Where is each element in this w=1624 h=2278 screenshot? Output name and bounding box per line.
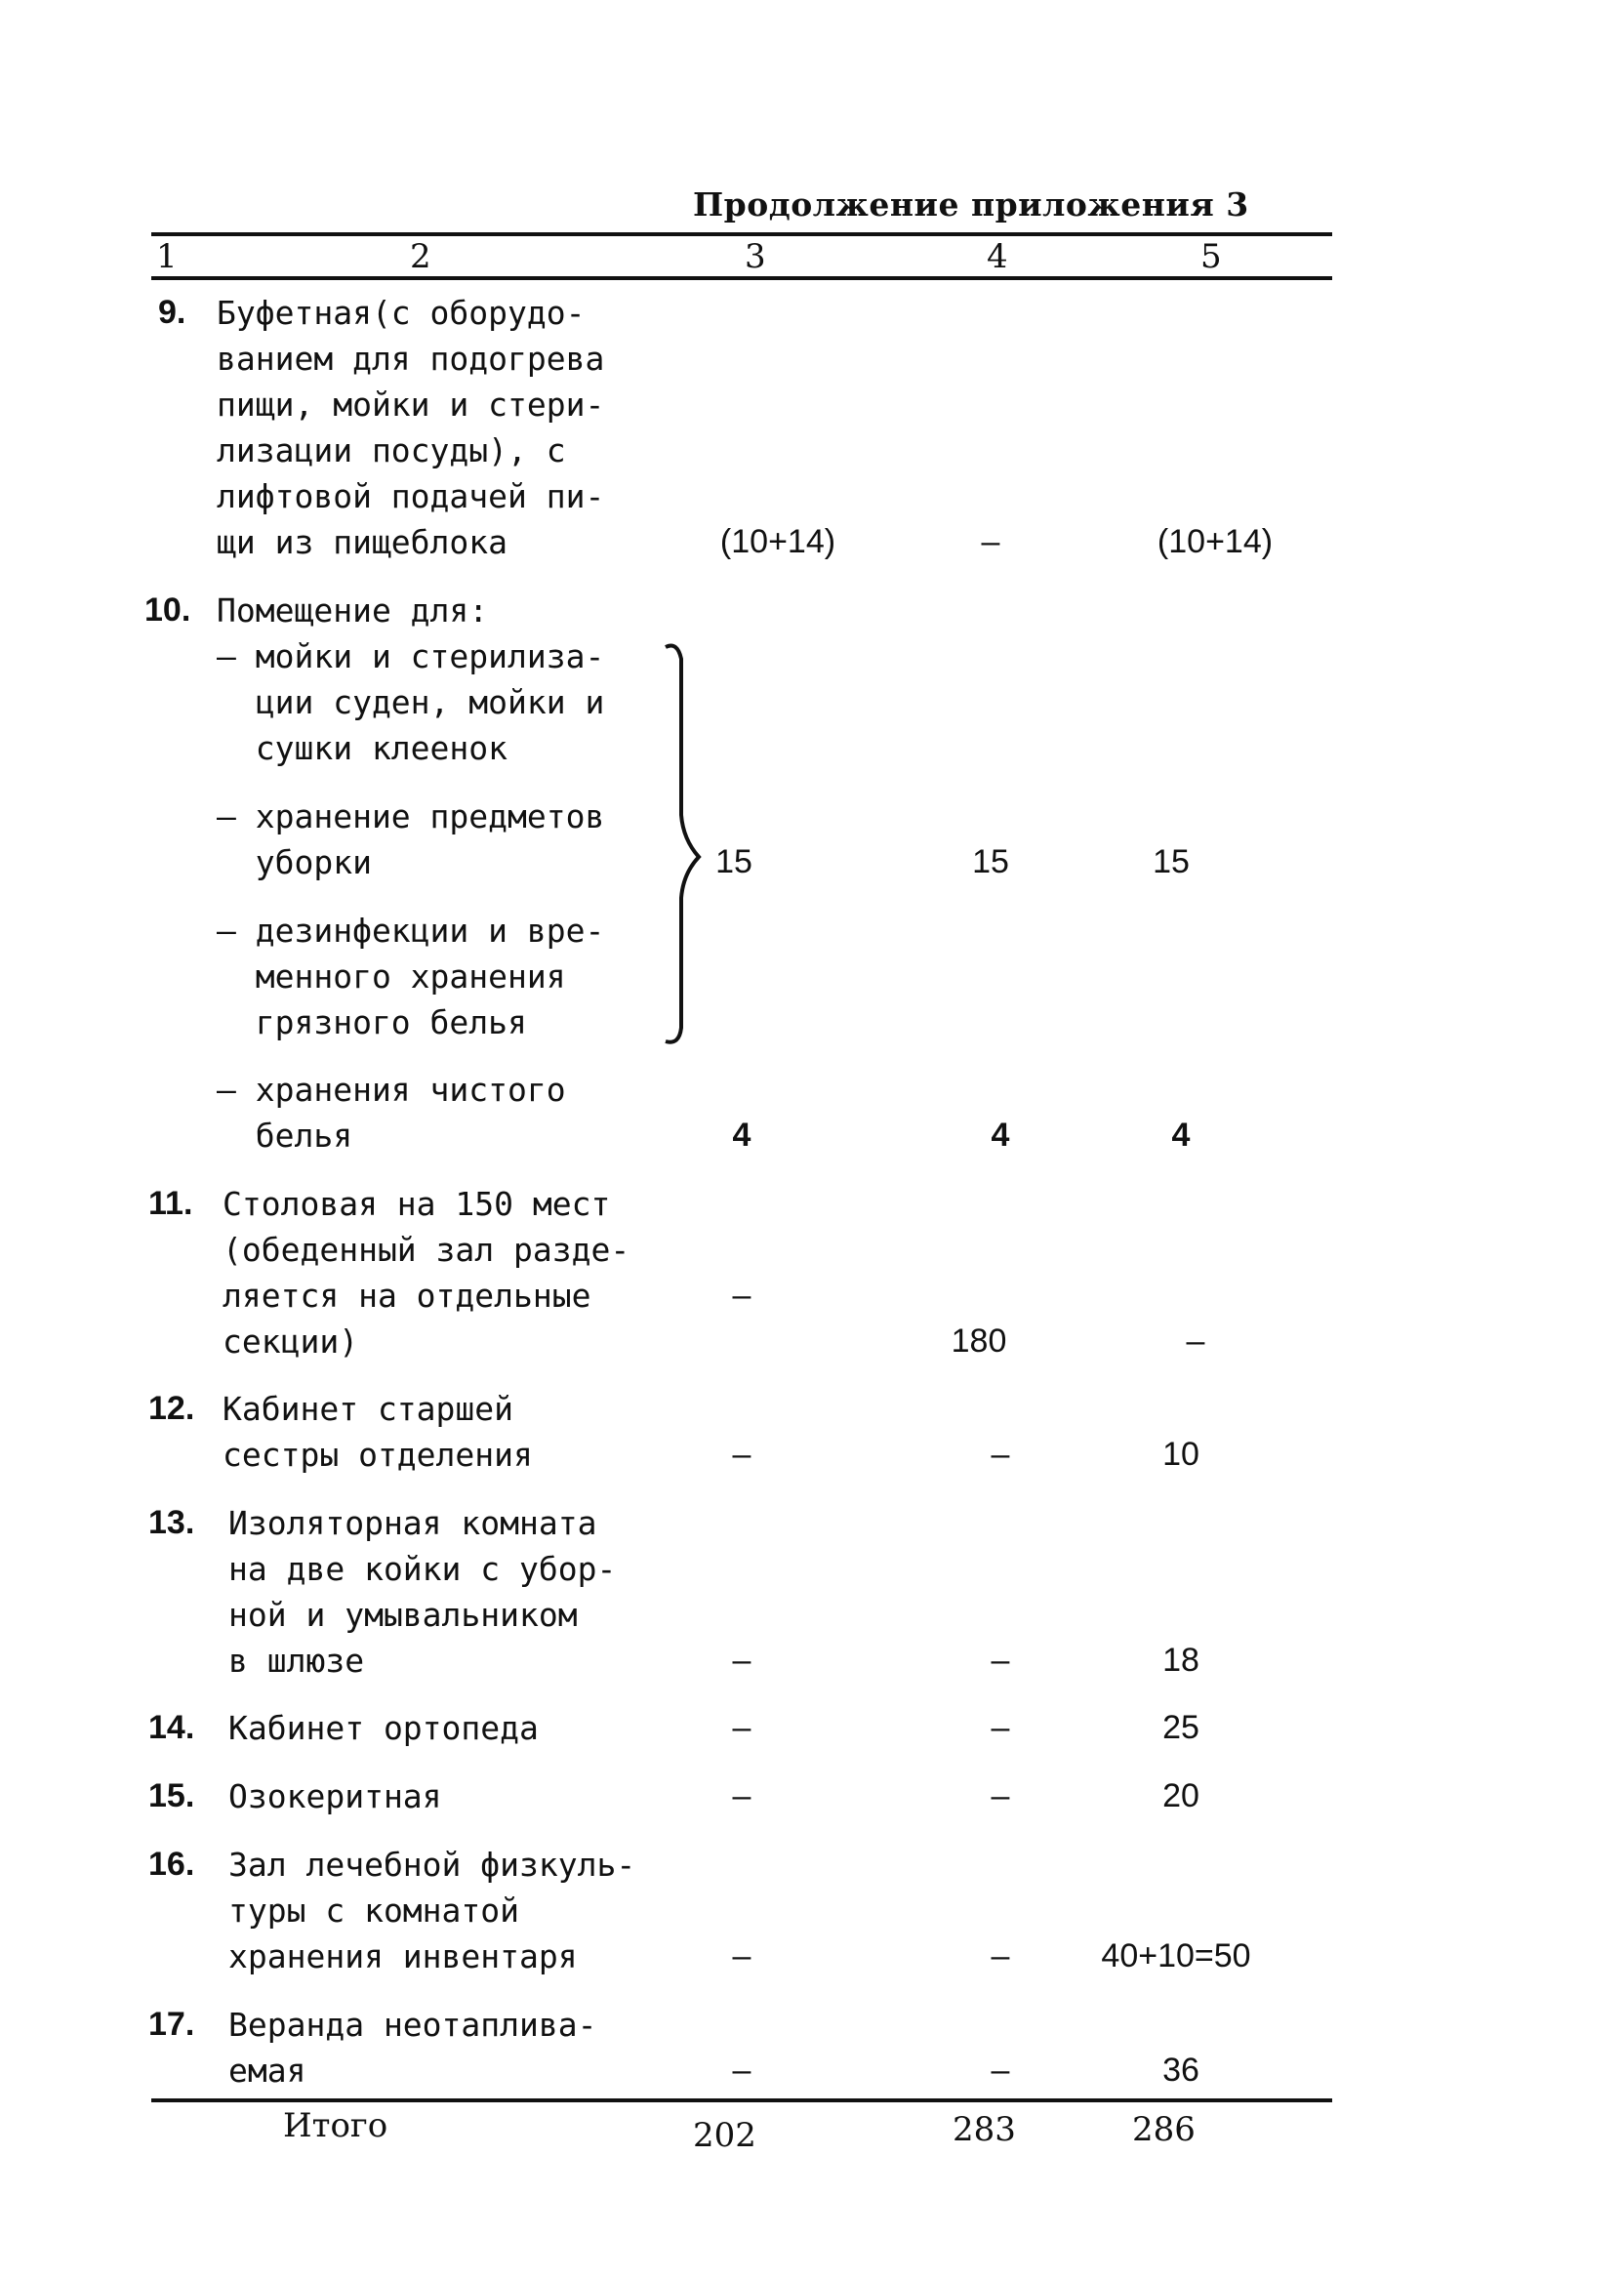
cell-col4: – [991, 1709, 1010, 1746]
totals-col3: 202 [693, 2116, 756, 2155]
row-number: 9. [158, 294, 186, 331]
row-number: 14. [148, 1709, 195, 1746]
row-text-line: Озокеритная [228, 1777, 442, 1815]
totals-col4: 283 [953, 2110, 1016, 2149]
row-text-line: – дезинфекции и вре- [217, 912, 605, 950]
cell-col3: (10+14) [719, 523, 836, 560]
cell-col5: 10 [1162, 1436, 1199, 1473]
row-number: 11. [148, 1185, 193, 1222]
cell-col4: – [991, 2052, 1010, 2089]
cell-col3: – [732, 1642, 751, 1679]
row-text-line: менного хранения [217, 957, 566, 996]
row-text-line: сестры отделения [223, 1436, 533, 1474]
row-text-line: ляется на отдельные [223, 1277, 591, 1315]
cell-col3: – [732, 1436, 751, 1473]
totals-rule [151, 2098, 1332, 2102]
cell-col3: – [732, 1937, 751, 1974]
cell-col5: 25 [1162, 1709, 1199, 1746]
row-text-line: сушки клеенок [217, 729, 508, 767]
cell-col4: 180 [951, 1322, 1007, 1360]
row-text-line: (обеденный зал разде- [223, 1231, 630, 1269]
column-number-4: 4 [987, 237, 1008, 276]
cell-col5: 4 [1171, 1117, 1191, 1154]
column-number-1: 1 [156, 237, 178, 276]
cell-col5: – [1186, 1322, 1205, 1360]
row-text-line: – хранение предметов [217, 797, 605, 835]
column-number-3: 3 [745, 237, 766, 276]
cell-col3: 4 [732, 1117, 751, 1154]
column-number-5: 5 [1200, 237, 1222, 276]
continuation-heading: Продолжение приложения 3 [693, 185, 1249, 224]
row-number: 16. [148, 1846, 195, 1883]
row-text-line: хранения инвентаря [228, 1937, 578, 1975]
row-number: 15. [148, 1777, 195, 1814]
row-text-line: емая [228, 2052, 306, 2090]
row-text-line: лизации посуды), с [217, 431, 566, 469]
row-text-line: Зал лечебной физкуль- [228, 1846, 636, 1884]
row-text-line: ной и умывальником [228, 1596, 578, 1634]
cell-col5: 36 [1162, 2052, 1199, 2089]
row-text-line: Буфетная(с оборудо- [217, 294, 586, 332]
row-text-line: на две койки с убор- [228, 1550, 617, 1588]
row-text-line: ванием для подогрева [217, 340, 605, 378]
row-text-line: Помещение для: [217, 591, 489, 630]
cell-col5: 20 [1162, 1777, 1199, 1814]
row-number: 10. [144, 591, 191, 629]
cell-col4: – [981, 523, 1000, 560]
row-number: 12. [148, 1390, 195, 1427]
row-text-line: Кабинет старшей [223, 1390, 514, 1428]
totals-col5: 286 [1132, 2110, 1196, 2149]
row-text-line: уборки [217, 843, 372, 881]
header-bottom-rule [151, 276, 1332, 280]
column-number-2: 2 [410, 237, 431, 276]
row-text-line: – хранения чистого [217, 1071, 566, 1109]
cell-col3: – [732, 2052, 751, 2089]
row-number: 17. [148, 2006, 195, 2043]
row-text-line: Столовая на 150 мест [223, 1185, 611, 1223]
header-top-rule [151, 232, 1332, 236]
row-text-line: туры с комнатой [228, 1892, 520, 1930]
cell-col4: – [991, 1642, 1010, 1679]
row-text-line: Изоляторная комната [228, 1504, 597, 1542]
row-text-line: лифтовой подачей пи- [217, 477, 605, 515]
totals-label: Итого [283, 2106, 388, 2145]
row-text-line: – мойки и стерилиза- [217, 637, 605, 675]
group-cell-col3: 15 [715, 843, 752, 880]
row-text-line: белья [217, 1117, 353, 1155]
cell-col5: (10+14) [1157, 523, 1274, 560]
cell-col4: 4 [991, 1117, 1010, 1154]
cell-col3: – [732, 1777, 751, 1814]
row-text-line: Веранда неотаплива- [228, 2006, 597, 2044]
group-cell-col5: 15 [1153, 843, 1190, 880]
row-text-line: щи из пищеблока [217, 523, 508, 561]
row-text-line: пищи, мойки и стери- [217, 386, 605, 424]
row-number: 13. [148, 1504, 195, 1541]
cell-col3: – [732, 1277, 751, 1314]
row-text-line: грязного белья [217, 1003, 527, 1041]
cell-col3: – [732, 1709, 751, 1746]
cell-col4: – [991, 1937, 1010, 1974]
cell-col5: 18 [1162, 1642, 1199, 1679]
row-text-line: секции) [223, 1322, 359, 1361]
row-text-line: в шлюзе [228, 1642, 365, 1680]
group-cell-col4: 15 [972, 843, 1009, 880]
curly-brace-icon [662, 639, 710, 1049]
row-text-line: ции суден, мойки и [217, 683, 605, 721]
cell-col5: 40+10=50 [1101, 1937, 1251, 1974]
row-text-line: Кабинет ортопеда [228, 1709, 539, 1747]
cell-col4: – [991, 1436, 1010, 1473]
cell-col4: – [991, 1777, 1010, 1814]
